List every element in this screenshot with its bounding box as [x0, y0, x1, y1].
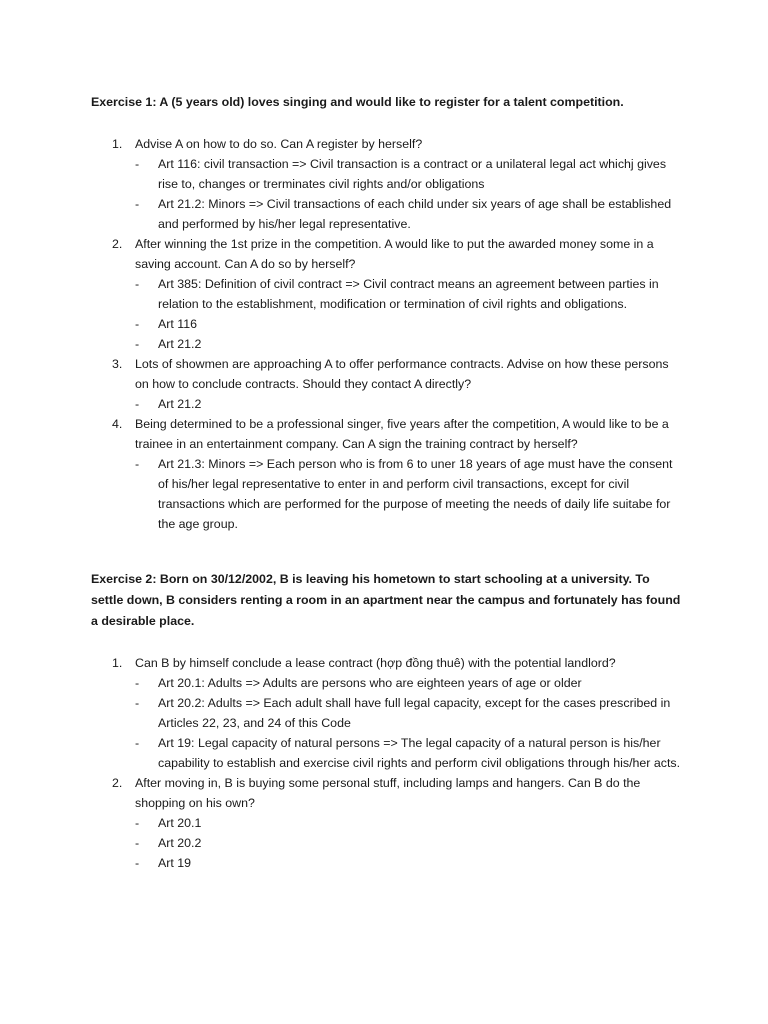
dash-bullet: -: [135, 816, 140, 830]
dash-bullet: -: [135, 157, 140, 171]
question-number: 1.: [112, 137, 123, 151]
article-ref: - Art 19: Legal capacity of natural persons => The legal capacity of a natural person is his/her capability to establish and exercise civil rights and perform civil obligations through his/her acts.: [135, 733, 681, 773]
article-list: [135, 454, 681, 534]
article-list: [135, 154, 681, 234]
question-text: After winning the 1st prize in the competition. A would like to put the awarded money some in a saving account. Can A do so by herself?: [135, 237, 654, 271]
article-ref: - Art 21.2: Minors => Civil transactions of each child under six years of age shall be established and performed by his/her legal representative.: [135, 194, 681, 234]
question-text: After moving in, B is buying some personal stuff, including lamps and hangers. Can B do the shopping on his own?: [135, 776, 641, 810]
article-ref: - Art 19: [135, 853, 681, 873]
question-number: 2.: [112, 237, 123, 251]
article-ref: - Art 20.1: Adults => Adults are persons who are eighteen years of age or older: [135, 673, 681, 693]
dash-bullet: -: [135, 277, 140, 291]
dash-bullet: -: [135, 397, 140, 411]
exercise-2-questions: [91, 653, 681, 873]
dash-bullet: -: [135, 676, 140, 690]
question-item: [91, 653, 681, 773]
question-text: Being determined to be a professional singer, five years after the competition, A would like to be a trainee in an entertainment company. Can A sign the training contract by herself?: [135, 417, 669, 451]
question-item: [91, 234, 681, 354]
article-list: [135, 274, 681, 354]
exercise-1: [91, 92, 681, 534]
exercise-2-title: Exercise 2: Born on 30/12/2002, B is leaving his hometown to start schooling at a university. To settle down, B considers renting a room in an apartment near the campus and fortunately has found a desirable place.: [91, 572, 681, 628]
exercise-1-questions: [91, 134, 681, 534]
question-text: Can B by himself conclude a lease contract (hợp đồng thuê) with the potential landlord?: [135, 656, 616, 670]
article-ref: - Art 21.2: [135, 334, 681, 354]
dash-bullet: -: [135, 736, 140, 750]
dash-bullet: -: [135, 457, 140, 471]
article-ref: - Art 20.2: [135, 833, 681, 853]
exercise-2: [91, 569, 681, 873]
question-item: [91, 773, 681, 873]
article-list: [135, 813, 681, 873]
dash-bullet: -: [135, 197, 140, 211]
article-list: [135, 673, 681, 773]
article-ref: - Art 385: Definition of civil contract => Civil contract means an agreement between parties in relation to the establishment, modification or termination of civil rights and obligations.: [135, 274, 681, 314]
question-item: [91, 414, 681, 534]
question-number: 1.: [112, 656, 123, 670]
question-number: 4.: [112, 417, 123, 431]
article-ref: - Art 21.3: Minors => Each person who is from 6 to uner 18 years of age must have the consent of his/her legal representative to enter in and perform civil transactions, except for civil transactions which are performed for the purpose of meeting the needs of daily life suitabe for the age group.: [135, 454, 681, 534]
dash-bullet: -: [135, 696, 140, 710]
article-list: [135, 394, 681, 414]
dash-bullet: -: [135, 836, 140, 850]
dash-bullet: -: [135, 317, 140, 331]
question-text: Lots of showmen are approaching A to offer performance contracts. Advise on how these persons on how to conclude contracts. Should they contact A directly?: [135, 357, 669, 391]
article-ref: - Art 116: civil transaction => Civil transaction is a contract or a unilateral legal act whichj gives rise to, changes or trerminates civil rights and/or obligations: [135, 154, 681, 194]
question-number: 3.: [112, 357, 123, 371]
dash-bullet: -: [135, 856, 140, 870]
question-item: [91, 354, 681, 414]
article-ref: - Art 20.1: [135, 813, 681, 833]
dash-bullet: -: [135, 337, 140, 351]
question-text: Advise A on how to do so. Can A register by herself?: [135, 137, 423, 151]
article-ref: - Art 116: [135, 314, 681, 334]
question-number: 2.: [112, 776, 123, 790]
article-ref: - Art 21.2: [135, 394, 681, 414]
question-item: [91, 134, 681, 234]
exercise-1-title: Exercise 1: A (5 years old) loves singing and would like to register for a talent competition.: [91, 95, 624, 109]
article-ref: - Art 20.2: Adults => Each adult shall have full legal capacity, except for the cases prescribed in Articles 22, 23, and 24 of this Code: [135, 693, 681, 733]
